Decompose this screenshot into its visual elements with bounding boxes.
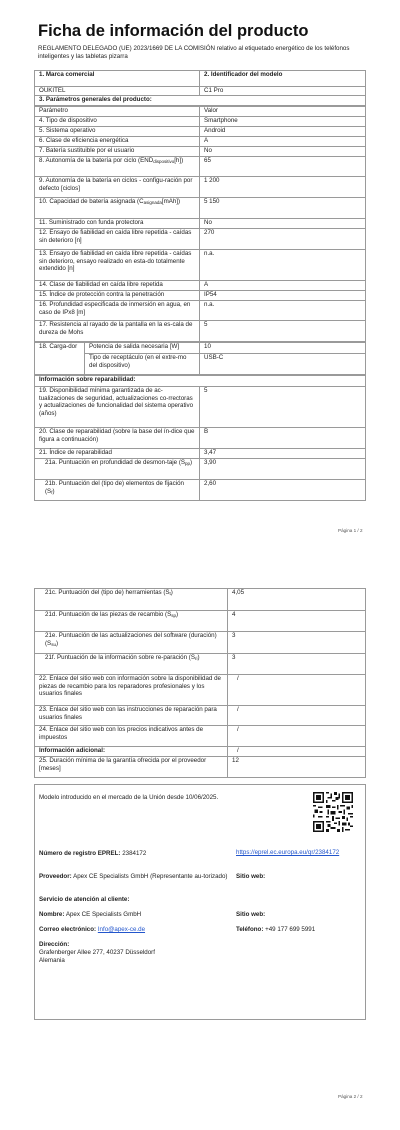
- row-18a-label: Potencia de salida necesaria [W]: [85, 343, 200, 354]
- row-20-value: B: [200, 428, 366, 449]
- row-7-label: 7. Batería sustituible por el usuario: [35, 147, 200, 157]
- row-21e-value: 3: [228, 632, 366, 654]
- row-21f-value: 3: [228, 654, 366, 675]
- email-link[interactable]: Info@apex-ce.de: [97, 926, 146, 933]
- row-10-label: 10. Capacidad de batería asignada $(C_{asignada}[mAh])$: [35, 198, 200, 219]
- row-12-label: 12. Ensayo de fiabilidad en caída libre repetida - caídas sin deterioro [n]: [35, 229, 200, 250]
- page-1: [0, 0, 400, 556]
- row-8-value: 65: [200, 157, 366, 177]
- row-18a-value: 10: [200, 343, 366, 354]
- eprel-link[interactable]: https://eprel.ec.europa.eu/qr/2384172: [236, 849, 340, 856]
- row-15-label: 15. Índice de protección contra la penetración: [35, 291, 200, 301]
- service-name: Nombre: Apex CE Specialists GmbH: [39, 911, 142, 918]
- phone-value: +49 177 699 5991: [265, 926, 316, 933]
- row-14-value: A: [200, 281, 366, 291]
- row-13-label: 13. Ensayo de fiabilidad en caída libre repetida - caídas sin deterioro, ensayo realizado en esta-do totalmente extendido [n]: [35, 250, 200, 281]
- row-13-value: n.a.: [200, 250, 366, 281]
- row-21f-label: 21f. Puntuación de la información sobre re-paración $(S_{ri})$: [35, 654, 228, 675]
- row-22-label: 22. Enlace del sitio web con información sobre la disponibilidad de piezas de recambio para los reparadores profesionales y los usuarios finales: [35, 675, 228, 706]
- row-21a-label: 21a. Puntuación en profundidad de desmon-taje $(S_{pp})$: [35, 459, 200, 480]
- row-17-label: 17. Resistencia al rayado de la pantalla en la es-cala de dureza de Mohs: [35, 321, 200, 342]
- service-name-value: Apex CE Specialists GmbH: [65, 911, 142, 918]
- row-10-value: 5 150: [200, 198, 366, 219]
- model-label: 2. Identificador del modelo: [200, 71, 366, 87]
- row-11-value: No: [200, 219, 366, 229]
- row-9-label: 9. Autonomía de la batería en ciclos - configu-ración por defecto [ciclos]: [35, 177, 200, 198]
- row-18b-value: USB-C: [200, 354, 366, 375]
- customer-service-header: Servicio de atención al cliente:: [39, 896, 130, 903]
- row-11-label: 11. Suministrado con funda protectora: [35, 219, 200, 229]
- row-21-label: 21. Índice de reparabilidad: [35, 449, 200, 459]
- row-19-value: 5: [200, 387, 366, 428]
- service-email: Correo electrónico: Info@apex-ce.de: [39, 926, 146, 933]
- provider-website-label: Sitio web:: [236, 873, 266, 880]
- page-number: Página 1 / 2: [338, 528, 363, 533]
- row-24-value: /: [228, 726, 366, 747]
- model-value: C1 Pro: [200, 87, 366, 96]
- row-16-label: 16. Profundidad especificada de inmersión en agua, en caso de IPx8 [m]: [35, 301, 200, 321]
- row-21b-value: 2,60: [200, 480, 366, 501]
- additional-info-value: /: [228, 747, 366, 757]
- product-info-table: [34, 70, 365, 501]
- row-21e-label: 21e. Puntuación de las actualizaciones del software (duración) $(S_{su})$: [35, 632, 228, 654]
- param-column-header: Parámetro: [35, 107, 200, 117]
- row-21d-label: 21d. Puntuación de las piezas de recambio $(S_{sp})$: [35, 611, 228, 632]
- row-9-value: 1 200: [200, 177, 366, 198]
- row-8-label: 8. Autonomía de la batería por ciclo $(END_{dispositivo}[h])$: [35, 157, 200, 177]
- row-22-value: /: [228, 675, 366, 706]
- row-14-label: 14. Clase de fiabilidad en caída libre repetida: [35, 281, 200, 291]
- row-20-label: 20. Clase de reparabilidad (sobre la base del ín-dice que figura a continuación): [35, 428, 200, 449]
- row-16-value: n.a.: [200, 301, 366, 321]
- row-24-label: 24. Enlace del sitio web con los precios indicativos antes de impuestos: [35, 726, 228, 747]
- row-23-label: 23. Enlace del sitio web con las instrucciones de reparación para usuarios finales: [35, 706, 228, 726]
- service-website-label: Sitio web:: [236, 911, 266, 918]
- page-2: [0, 572, 400, 1130]
- row-21d-value: 4: [228, 611, 366, 632]
- row-7-value: No: [200, 147, 366, 157]
- provider: Proveedor: Apex CE Specialists GmbH (Representante au-torizado): [39, 873, 228, 880]
- brand-value: OUKITEL: [35, 87, 200, 96]
- value-column-header: Valor: [200, 107, 366, 117]
- row-15-value: IP54: [200, 291, 366, 301]
- row-19-label: 19. Disponibilidad mínima garantizada de ac-tualizaciones de seguridad, actualizaciones co-rrectoras y actualizaciones de funcionalidad del sistema operativo (años): [35, 387, 200, 428]
- row-23-value: /: [228, 706, 366, 726]
- row-21c-label: 21c. Puntuación del (tipo de) herramientas $(S_t)$: [35, 589, 228, 611]
- row-21c-value: 4,05: [228, 589, 366, 611]
- eprel-number: 2384172: [122, 850, 147, 857]
- page-title: Ficha de información del producto: [38, 22, 309, 40]
- row-4-value: Smartphone: [200, 117, 366, 127]
- row-18b-label: Tipo de receptáculo (en el extre-mo del dispositivo): [85, 354, 200, 375]
- row-25-value: 12: [228, 757, 366, 778]
- row-4-label: 4. Tipo de dispositivo: [35, 117, 200, 127]
- regulation-subtitle: REGLAMENTO DELEGADO (UE) 2023/1669 DE LA COMISIÓN relativo al etiquetado energético de los teléfonos inteligentes y las tabletas pizarra: [38, 45, 350, 60]
- qr-code-icon: [313, 792, 353, 832]
- general-params-header: 3. Parámetros generales del producto:: [35, 96, 366, 106]
- row-5-value: Android: [200, 127, 366, 137]
- service-phone: Teléfono: +49 177 699 5991: [236, 926, 316, 933]
- product-info-table-continued: [34, 588, 365, 778]
- brand-label: 1. Marca comercial: [35, 71, 200, 87]
- eprel-link-wrap: [236, 849, 356, 857]
- row-21a-value: 3,90: [200, 459, 366, 480]
- row-17-value: 5: [200, 321, 366, 342]
- row-25-label: 25. Duración mínima de la garantía ofrecida por el proveedor [meses]: [35, 757, 228, 778]
- row-12-value: 270: [200, 229, 366, 250]
- address-line-2: Alemania: [39, 957, 65, 964]
- eprel-registration: Número de registro EPREL: 2384172: [39, 850, 147, 857]
- address-label: Dirección:: [39, 941, 70, 948]
- row-18-label: 18. Carga-dor: [35, 343, 85, 375]
- address-line-1: Grafenberger Allee 277, 40237 Düsseldorf: [39, 949, 155, 956]
- additional-info-header: Información adicional:: [35, 747, 228, 757]
- repairability-header: Información sobre reparabilidad:: [35, 376, 366, 387]
- row-5-label: 5. Sistema operativo: [35, 127, 200, 137]
- row-21b-label: 21b. Puntuación del (tipo de) elementos de fijación $(S_f)$: [35, 480, 200, 501]
- row-6-value: A: [200, 137, 366, 147]
- provider-name: Apex CE Specialists GmbH (Representante au-torizado): [73, 873, 228, 880]
- supplier-info-box: [34, 784, 366, 1020]
- market-date-text: Modelo introducido en el mercado de la Unión desde 10/06/2025.: [39, 794, 219, 801]
- row-6-label: 6. Clase de eficiencia energética: [35, 137, 200, 147]
- page-number-2: Página 2 / 2: [338, 1094, 363, 1099]
- row-21-value: 3,47: [200, 449, 366, 459]
